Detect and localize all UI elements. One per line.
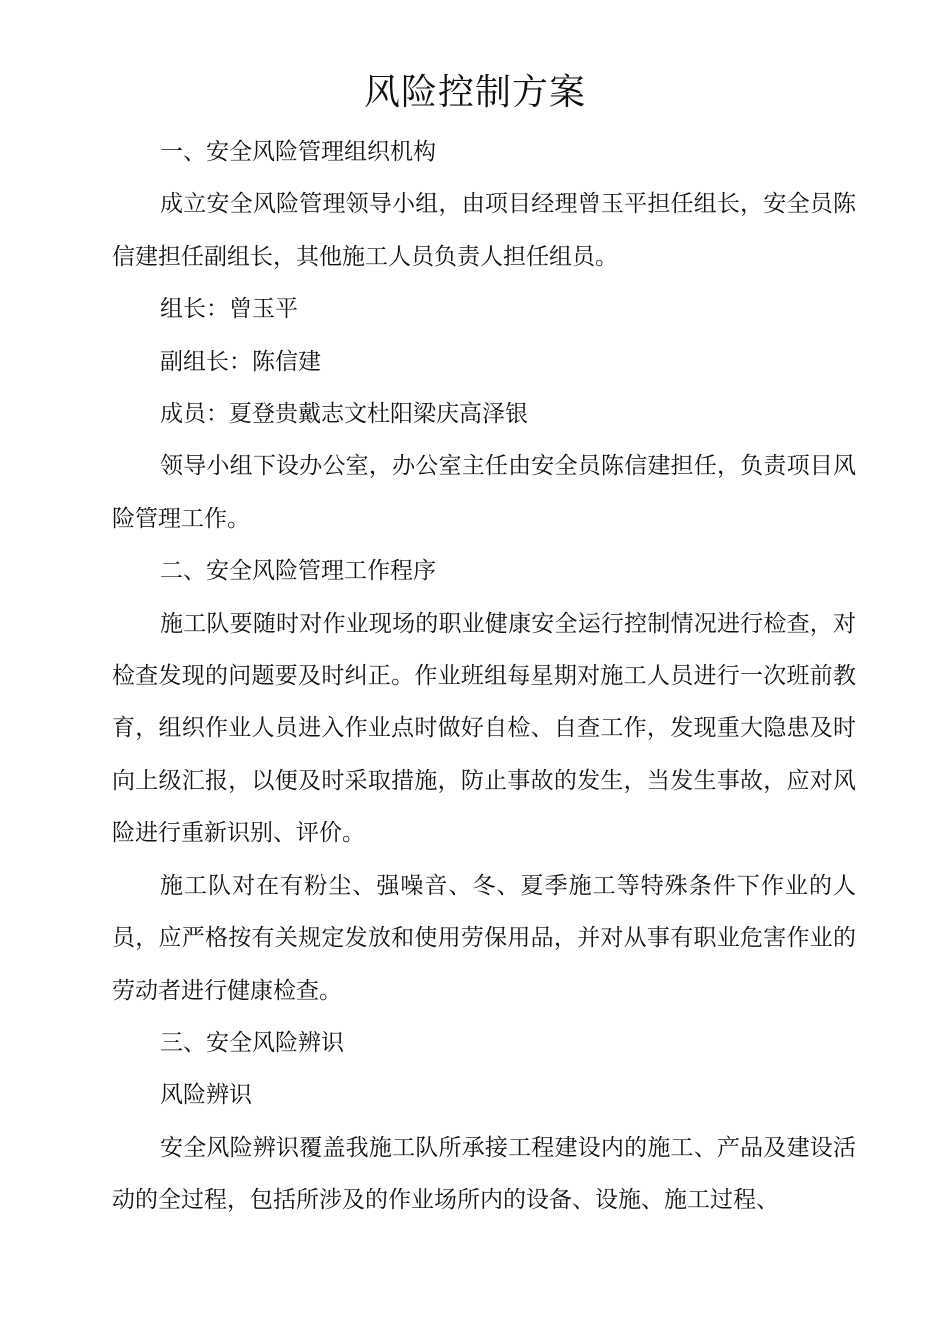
subheading-risk-identification: 风险辨识 xyxy=(160,1082,252,1109)
section-heading-3: 三、安全风险辨识 xyxy=(160,1029,344,1056)
paragraph-group-leader: 组长：曾玉平 xyxy=(160,296,298,323)
paragraph-members: 成员：夏登贵戴志文杜阳梁庆高泽银 xyxy=(160,401,528,428)
paragraph-deputy-leader: 副组长：陈信建 xyxy=(160,348,321,375)
section-heading-1: 一、安全风险管理组织机构 xyxy=(160,139,436,165)
document-body xyxy=(112,126,856,1227)
paragraph-protective-equipment: 施工队对在有粉尘、强噪音、冬、夏季施工等特殊条件下作业的人员，应严格按有关规定发放和使用劳保用品，并对从事有职业危害作业的劳动者进行健康检查。 xyxy=(112,872,856,1004)
paragraph-office: 领导小组下设办公室，办公室主任由安全员陈信建担任，负责项目风险管理工作。 xyxy=(112,453,856,532)
paragraph-leadership-group: 成立安全风险管理领导小组，由项目经理曾玉平担任组长，安全员陈信建担任副组长，其他施工人员负责人担任组员。 xyxy=(112,191,856,270)
document-title: 风险控制方案 xyxy=(363,72,586,113)
paragraph-risk-scope: 安全风险辨识覆盖我施工队所承接工程建设内的施工、产品及建设活动的全过程，包括所涉及的作业场所内的设备、设施、施工过程、 xyxy=(112,1134,856,1214)
paragraph-inspection: 施工队要随时对作业现场的职业健康安全运行控制情况进行检查，对检查发现的问题要及时纠正。作业班组每星期对施工人员进行一次班前教育，组织作业人员进入作业点时做好自检、自查工作，发现重大隐患及时向上级汇报，以便及时采取措施，防止事故的发生，当发生事故，应对风险进行重新识别、评价。 xyxy=(112,610,856,847)
section-heading-2: 二、安全风险管理工作程序 xyxy=(160,558,436,585)
